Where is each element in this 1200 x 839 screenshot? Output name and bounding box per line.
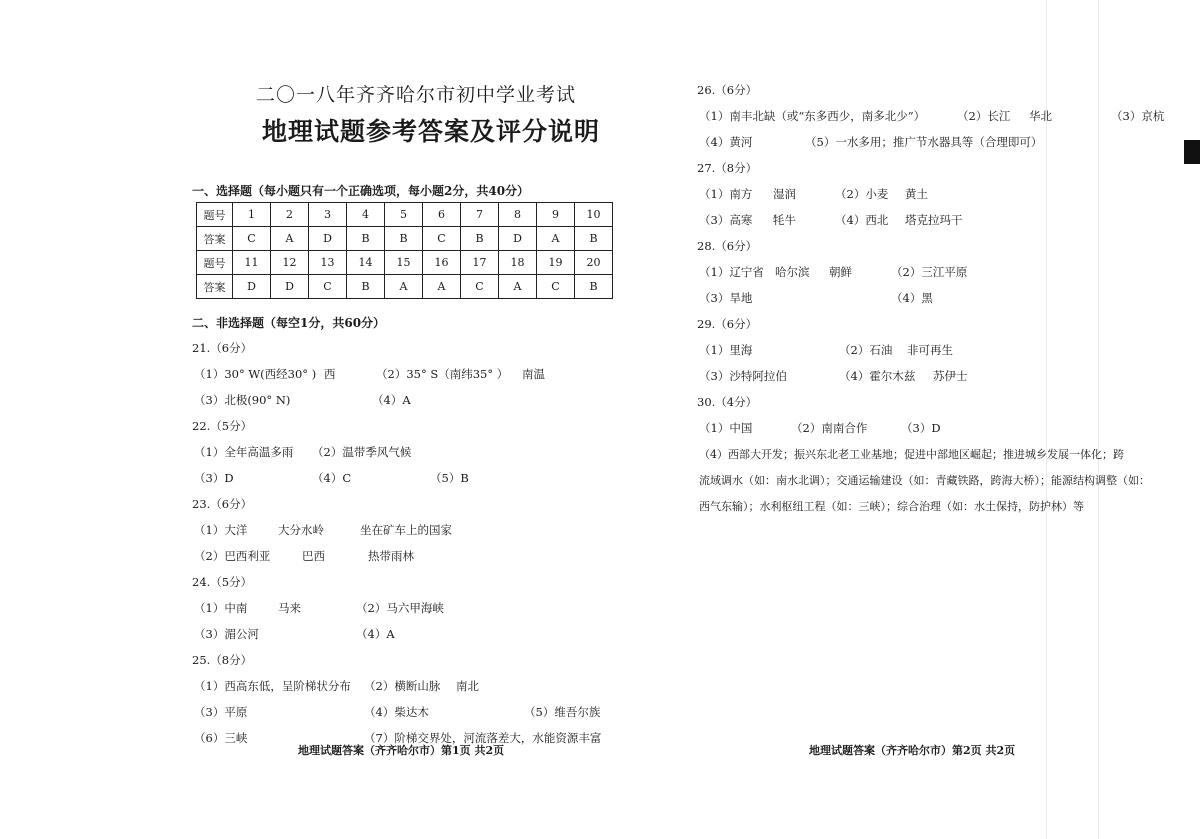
- answer-line: [699, 368, 968, 384]
- answer-text: （1）辽宁省: [699, 265, 764, 279]
- table-row: [197, 203, 613, 227]
- answer-cell: D: [499, 227, 537, 251]
- answer-text: （4）C: [312, 471, 352, 485]
- question-heading: 23.（6分）: [192, 497, 253, 511]
- answer-text: 南北: [456, 679, 479, 693]
- answer-text: （4）黄河: [699, 135, 753, 149]
- question-number: 8: [499, 203, 537, 227]
- question-number: 17: [461, 251, 499, 275]
- answer-text: 华北: [1029, 109, 1052, 123]
- question-number: 12: [271, 251, 309, 275]
- answer-cell: B: [347, 227, 385, 251]
- answer-line: [194, 704, 600, 720]
- answer-text: （3）平原: [194, 705, 248, 719]
- question-number: 20: [575, 251, 613, 275]
- answer-text: （7）阶梯交界处，河流落差大，水能资源丰富: [364, 731, 602, 745]
- answer-text: （3）D: [901, 421, 941, 435]
- answer-line: [699, 134, 1042, 150]
- answer-text: （2）温带季风气候: [312, 445, 412, 459]
- answer-cell: C: [309, 275, 347, 299]
- answer-text: 黄土: [905, 187, 928, 201]
- answer-cell: A: [271, 227, 309, 251]
- answer-line: [194, 548, 414, 564]
- answer-cell: D: [233, 275, 271, 299]
- question-number: 6: [423, 203, 461, 227]
- answer-text: 坐在矿车上的国家: [360, 523, 452, 537]
- answer-text: （1）中国: [699, 421, 753, 435]
- answer-text: （4）柴达木: [364, 705, 429, 719]
- answer-text: （2）南南合作: [791, 421, 868, 435]
- answer-text: （1）中南: [194, 601, 248, 615]
- answer-line: [699, 342, 953, 358]
- answer-line: [194, 678, 479, 694]
- question-number: 9: [537, 203, 575, 227]
- answer-text: （3）高寒: [699, 213, 753, 227]
- answer-text: （1）全年高温多雨: [194, 445, 294, 459]
- answer-paragraph-line: （4）西部大开发；振兴东北老工业基地；促进中部地区崛起；推进城乡发展一体化；跨: [699, 448, 1124, 461]
- answer-text: （2）三江平原: [891, 265, 968, 279]
- answer-text: （4）A: [372, 393, 411, 407]
- row-label: 答案: [197, 227, 233, 251]
- answer-text: （4）黑: [891, 291, 933, 305]
- answer-text: 湿润: [773, 187, 796, 201]
- answer-page-1: [190, 70, 630, 790]
- table-row: [197, 275, 613, 299]
- answer-line: [699, 264, 967, 280]
- answer-line: [699, 420, 941, 436]
- section2-heading: 二、非选择题（每空1分，共60分）: [192, 316, 386, 330]
- answer-text: 马来: [278, 601, 301, 615]
- answer-text: （6）三峡: [194, 731, 248, 745]
- table-row: [197, 227, 613, 251]
- section1-heading: 一、选择题（每小题只有一个正确选项，每小题2分，共40分）: [192, 184, 530, 198]
- row-label: 答案: [197, 275, 233, 299]
- answer-text: 苏伊士: [933, 369, 968, 383]
- answer-text: 热带雨林: [368, 549, 414, 563]
- answer-line: [699, 212, 963, 228]
- question-heading: 27.（8分）: [697, 161, 758, 175]
- scan-edge-mark: [1184, 140, 1200, 164]
- answer-text: （1）西高东低，呈阶梯状分布: [194, 679, 351, 693]
- answer-line: [699, 186, 928, 202]
- answer-text: （3）旱地: [699, 291, 753, 305]
- answer-text: （4）霍尔木兹: [839, 369, 916, 383]
- answer-text: （1）南丰北缺（或“东多西少，南多北少”）: [699, 109, 926, 123]
- answer-line: [194, 444, 411, 460]
- answer-cell: D: [309, 227, 347, 251]
- answer-text: （5）一水多用；推广节水器具等（合理即可）: [805, 135, 1043, 149]
- answer-text: 非可再生: [907, 343, 953, 357]
- answer-text: （5）B: [430, 471, 469, 485]
- question-number: 10: [575, 203, 613, 227]
- question-heading: 28.（6分）: [697, 239, 758, 253]
- answer-text: （3）沙特阿拉伯: [699, 369, 787, 383]
- answer-text: （1）30° W(西经30° ): [194, 367, 317, 381]
- question-number: 11: [233, 251, 271, 275]
- answer-text: （2）35° S（南纬35° ）: [376, 367, 509, 381]
- answer-paragraph-line: 流域调水（如：南水北调）；交通运输建设（如：青藏铁路，跨海大桥）；能源结构调整（如：: [699, 474, 1150, 487]
- answer-cell: B: [385, 227, 423, 251]
- answer-text: （3）北极(90° N): [194, 393, 291, 407]
- answer-text: （2）长江: [957, 109, 1011, 123]
- answer-line: [699, 108, 1164, 124]
- answer-cell: B: [575, 227, 613, 251]
- answer-cell: A: [385, 275, 423, 299]
- answer-text: （5）维吾尔族: [524, 705, 601, 719]
- question-heading: 21.（6分）: [192, 341, 253, 355]
- question-heading: 30.（4分）: [697, 395, 758, 409]
- answer-text: （1）大洋: [194, 523, 248, 537]
- answer-text: 西: [324, 367, 336, 381]
- answer-page-2: [697, 70, 1167, 790]
- answer-cell: B: [575, 275, 613, 299]
- answer-line: [194, 392, 411, 408]
- question-heading: 25.（8分）: [192, 653, 253, 667]
- answer-text: 巴西: [302, 549, 325, 563]
- answer-cell: C: [537, 275, 575, 299]
- row-label: 题号: [197, 251, 233, 275]
- answer-text: （1）南方: [699, 187, 753, 201]
- answer-cell: C: [423, 227, 461, 251]
- question-number: 15: [385, 251, 423, 275]
- answer-text: （4）西北: [835, 213, 889, 227]
- question-number: 19: [537, 251, 575, 275]
- answer-cell: C: [461, 275, 499, 299]
- answer-line: [194, 626, 395, 642]
- answer-cell: A: [537, 227, 575, 251]
- question-number: 18: [499, 251, 537, 275]
- answer-text: （2）石油: [839, 343, 893, 357]
- answer-cell: C: [233, 227, 271, 251]
- answer-paragraph-line: 西气东输）；水利枢纽工程（如：三峡）；综合治理（如：水土保持，防护林）等: [699, 500, 1084, 513]
- answer-text: （2）马六甲海峡: [356, 601, 444, 615]
- answer-text: （2）巴西利亚: [194, 549, 271, 563]
- question-number: 4: [347, 203, 385, 227]
- answer-text: （3）D: [194, 471, 234, 485]
- answer-text: （3）京杭: [1111, 109, 1165, 123]
- answer-cell: D: [271, 275, 309, 299]
- answer-text: 哈尔滨: [775, 265, 810, 279]
- answer-text: 朝鲜: [829, 265, 852, 279]
- answer-cell: A: [423, 275, 461, 299]
- question-number: 16: [423, 251, 461, 275]
- question-number: 2: [271, 203, 309, 227]
- question-number: 5: [385, 203, 423, 227]
- row-label: 题号: [197, 203, 233, 227]
- answer-text: （3）湄公河: [194, 627, 259, 641]
- question-heading: 29.（6分）: [697, 317, 758, 331]
- question-number: 1: [233, 203, 271, 227]
- question-heading: 22.（5分）: [192, 419, 253, 433]
- answer-text: （2）横断山脉: [364, 679, 441, 693]
- answer-text: （1）里海: [699, 343, 753, 357]
- answer-text: 牦牛: [773, 213, 796, 227]
- answer-cell: A: [499, 275, 537, 299]
- question-heading: 26.（6分）: [697, 83, 758, 97]
- answer-text: 大分水岭: [278, 523, 324, 537]
- table-row: [197, 251, 613, 275]
- answer-text: 塔克拉玛干: [905, 213, 963, 227]
- document-title: 地理试题参考答案及评分说明: [262, 117, 601, 146]
- answer-line: [194, 366, 545, 382]
- answer-text: （4）A: [356, 627, 395, 641]
- answer-text: （2）小麦: [835, 187, 889, 201]
- question-number: 13: [309, 251, 347, 275]
- answer-line: [194, 522, 452, 538]
- answer-cell: B: [347, 275, 385, 299]
- answer-line: [194, 470, 469, 486]
- question-heading: 24.（5分）: [192, 575, 253, 589]
- answer-text: 南温: [522, 367, 545, 381]
- page-footer: 地理试题答案（齐齐哈尔市）第1页 共2页: [298, 744, 505, 757]
- answer-cell: B: [461, 227, 499, 251]
- question-number: 14: [347, 251, 385, 275]
- choice-answer-table: [196, 202, 613, 299]
- exam-title: 二〇一八年齐齐哈尔市初中学业考试: [256, 84, 577, 106]
- answer-line: [699, 290, 933, 306]
- question-number: 3: [309, 203, 347, 227]
- answer-line: [194, 600, 444, 616]
- question-number: 7: [461, 203, 499, 227]
- page-footer: 地理试题答案（齐齐哈尔市）第2页 共2页: [809, 744, 1016, 757]
